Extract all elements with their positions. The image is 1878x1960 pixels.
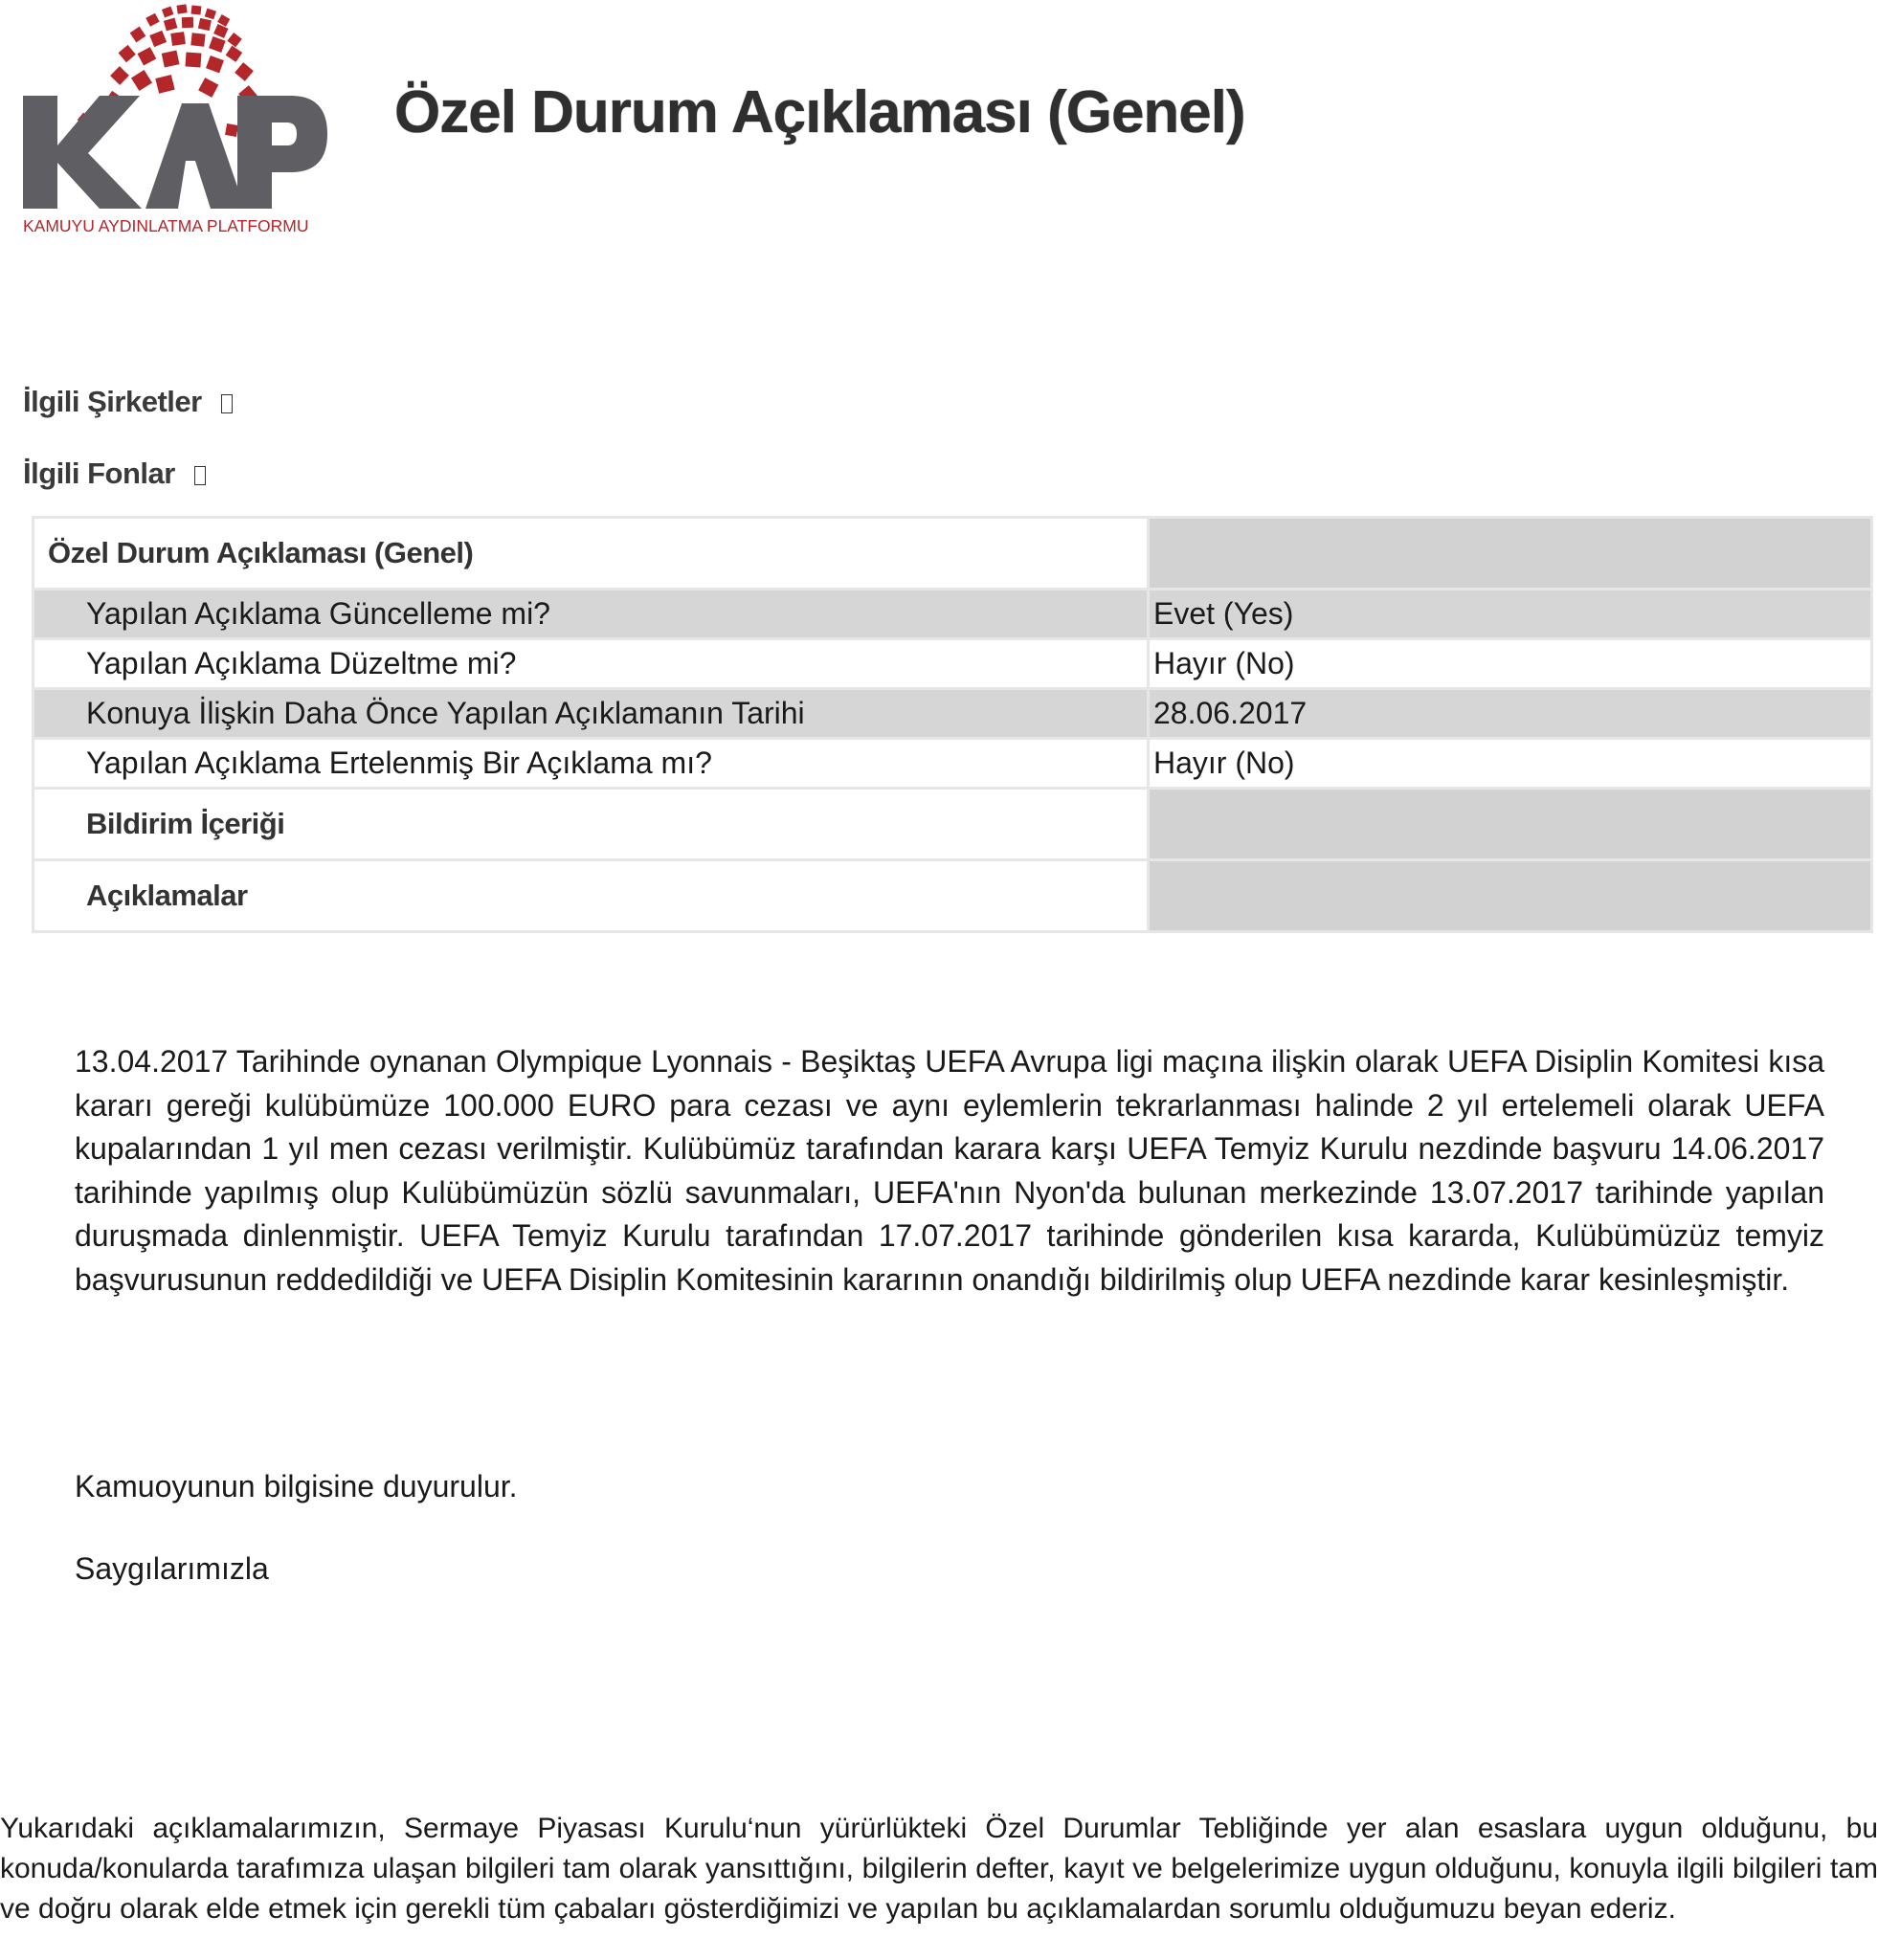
kap-logo-graphic (21, 0, 327, 239)
table-row (34, 639, 1872, 689)
row-label: Konuya İlişkin Daha Önce Yapılan Açıklamanın Tarihi (34, 689, 1149, 739)
table-heading-value (1149, 518, 1872, 590)
table-header-row (34, 518, 1872, 590)
explanations-heading: Açıklamalar (34, 860, 1149, 932)
table-row (34, 689, 1872, 739)
row-value: Evet (Yes) (1149, 590, 1872, 639)
row-value: Hayır (No) (1149, 639, 1872, 689)
page-title: Özel Durum Açıklaması (Genel) (394, 79, 1245, 145)
row-label: Yapılan Açıklama Ertelenmiş Bir Açıklama mı? (34, 739, 1149, 789)
legal-disclaimer: Yukarıdaki açıklamalarımızın, Sermaye Piyasası Kurulu‘nun yürürlükteki Özel Durumlar Tebliğinde yer alan esaslara uygun olduğunu, bu konuda/konularda tarafımıza ulaşan bilgileri tam olarak yansıttığını, bilgilerin defter, kayıt ve belgelerimize uygun olduğunu, konuyla ilgili bilgileri tam ve doğru olarak elde etmek için gerekli tüm çabaları gösterdiğimizi ve yapılan bu açıklamalardan sorumlu olduğumuzu beyan ederiz. (0, 1813, 1878, 1925)
closing-regards: Saygılarımızla (75, 1551, 269, 1586)
row-value: Hayır (No) (1149, 739, 1872, 789)
related-companies-label: İlgili Şirketler (23, 385, 202, 418)
expand-icon (221, 394, 233, 413)
related-funds-toggle[interactable] (23, 457, 206, 491)
content-heading: Bildirim İçeriği (34, 789, 1149, 860)
disclosure-info-table (32, 516, 1873, 933)
table-heading: Özel Durum Açıklaması (Genel) (34, 518, 1149, 590)
content-heading-row (34, 789, 1872, 860)
related-companies-toggle[interactable] (23, 385, 233, 419)
row-label: Yapılan Açıklama Düzeltme mi? (34, 639, 1149, 689)
closing-announcement: Kamuoyunun bilgisine duyurulur. (75, 1469, 518, 1503)
explanation-paragraph: 13.04.2017 Tarihinde oynanan Olympique Lyonnais - Beşiktaş UEFA Avrupa ligi maçına ilişkin olarak UEFA Disiplin Komitesi kısa kararı gereği kulübümüze 100.000 EURO para cezası ve aynı eylemlerin tekrarlanması halinde 2 yıl ertelemeli olarak UEFA kupalarından 1 yıl men cezası verilmiştir. Kulübümüz tarafından karara karşı UEFA Temyiz Kurulu nezdinde başvuru 14.06.2017 tarihinde yapılmış olup Kulübümüzün sözlü savunmaları, UEFA'nın Nyon'da bulunan merkezinde 13.07.2017 tarihinde yapılan duruşmada dinlenmiştir. UEFA Temyiz Kurulu tarafından 17.07.2017 tarihinde gönderilen kısa kararda, Kulübümüzüz temyiz başvurusunun reddedildiği ve UEFA Disiplin Komitesinin kararının onandığı bildirilmiş olup UEFA nezdinde karar kesinleşmiştir. (75, 1044, 1824, 1297)
row-value: 28.06.2017 (1149, 689, 1872, 739)
kap-logo (21, 0, 327, 239)
content-heading-value (1149, 789, 1872, 860)
explanations-heading-value (1149, 860, 1872, 932)
logo-subtitle: KAMUYU AYDINLATMA PLATFORMU (23, 216, 309, 235)
table-row (34, 590, 1872, 639)
explanations-heading-row (34, 860, 1872, 932)
table-row (34, 739, 1872, 789)
related-funds-label: İlgili Fonlar (23, 457, 175, 490)
expand-icon (194, 466, 206, 485)
row-label: Yapılan Açıklama Güncelleme mi? (34, 590, 1149, 639)
